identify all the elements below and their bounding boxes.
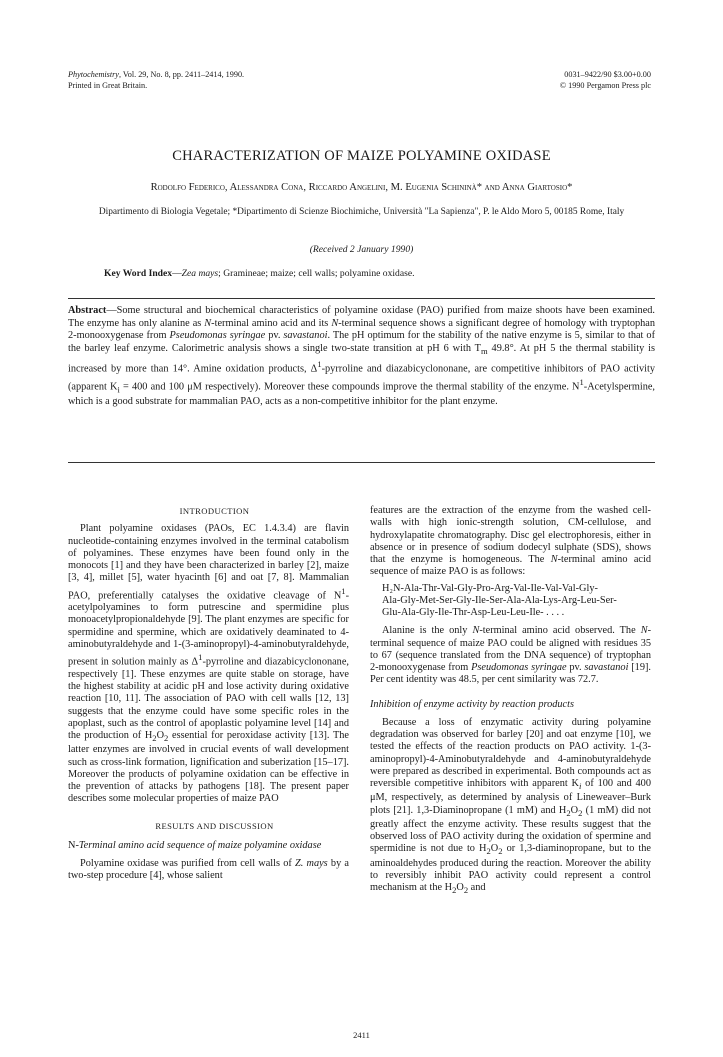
intro-text: -pyrroline and diazabicyclononane, respectively [1]. These enzymes are quite stable on storage, have the highest stability at acidic pH and lose activity during oxidative reaction [10, 11]. The association of PAO with cell walls [12, 13] suggests that the enzyme could have some specific roles in the apoplast, such as the control of apoplastic polyamine level [14] and the production of H xyxy=(68,656,349,742)
sequence-line-3: Glu-Ala-Gly-Ile-Thr-Asp-Leu-Leu-Ile- . . . . xyxy=(382,607,565,618)
copyright: © 1990 Pergamon Press plc xyxy=(559,80,651,90)
abstract-text: -terminal amino acid and its xyxy=(211,317,332,329)
subsection-title: -Terminal amino acid sequence of maize polyamine oxidase xyxy=(75,839,322,851)
abstract-text: -terminal sequence shows a significant degree of homology with tryptophan 2-monooxygenase from xyxy=(68,317,656,342)
continuation-paragraph xyxy=(370,505,651,579)
right-column xyxy=(370,505,651,896)
alanine-text: -terminal amino acid observed. The xyxy=(479,625,641,637)
sequence-line-1: H₂N-Ala-Thr-Val-Gly-Pro-Arg-Val-Ile-Val-Val-Gly- xyxy=(382,582,598,594)
abstract-superscript: 1 xyxy=(579,376,584,387)
page-number: 2411 xyxy=(353,1030,370,1040)
abstract-top-rule xyxy=(68,298,655,299)
affiliation: Dipartimento di Biologia Vegetale; *Dipartimento di Scienze Biochimiche, Università "La Sapienza", P. le Aldo Moro 5, 00185 Rome, Italy xyxy=(98,207,625,217)
abstract-species: Pseudomonas syringae xyxy=(169,330,266,342)
alanine-paragraph xyxy=(370,625,651,686)
intro-subscript: 2 xyxy=(164,733,169,744)
keyword-index xyxy=(104,268,415,279)
keyword-label: Key Word Index xyxy=(104,268,173,279)
abstract-pathovar: savastanoi xyxy=(283,330,328,342)
author-list: Rodolfo Federico, Alessandra Cona, Riccardo Angelini, M. Eugenia Schininà* and Anna Giartosio* xyxy=(150,182,573,193)
purification-paragraph xyxy=(68,858,349,883)
subsection-heading-inhibition: Inhibition of enzyme activity by reaction products xyxy=(370,698,574,710)
continuation-text: features are the extraction of the enzyme from the washed cell-walls with high ionic-strength solution, CM-cellulose, and hydroxylapatite chromatography. Disc gel electrophoresis, either in absence or in presence of sodium dodecyl sulphate (SDS), shows that the enzyme is homogeneous. The xyxy=(370,505,651,565)
keyword-species: Zea mays xyxy=(181,268,219,279)
inhibition-subscript: 2 xyxy=(463,885,469,896)
abstract-dash: — xyxy=(106,305,117,316)
alanine-text: pv. xyxy=(566,662,585,673)
inhibition-subscript: 2 xyxy=(566,807,571,818)
inhibition-text: or 1,3-diaminopropane, but to the aminoaldehydes produced during the reaction. Moreover the ability to reversibly inhibit PAO activity could represent a control mechanism at the H xyxy=(370,843,652,894)
abstract-text: -pyrroline and diazabicyclononane, are competitive inhibitors of PAO activity (apparent K xyxy=(68,363,655,393)
sequence-line-2: Ala-Gly-Met-Ser-Gly-Ile-Ser-Ala-Ala-Lys-Arg-Leu-Ser- xyxy=(382,594,617,606)
subsection-n: N xyxy=(68,839,76,851)
intro-subscript: 2 xyxy=(152,733,157,744)
inhibition-paragraph: Because a loss of enzymatic activity during polyamine degradation was observed for barley [20] and oat enzyme [10], we tested the effects of the reaction products on PAO activity. 1-(3-aminopropyl)-4-Aminobutyraldehyde and 4-aminobutyraldehyde were prepared as described in experimental. Both compounds act as reversible competitive inhibitors with apparent $K_i$ of 100 and 400 μM, respectively, as determined by analysis of Lineweaver–Burk plots [21]. 1,3-Diaminopropane (1 mM) and $H_2O_2$ (1 mM) did not greatly affect the enzyme activity. These results suggest that the observed loss of PAO activity during the oxidation of spermine and spermidine is not due to $H_2O_2$ or 1,3-diaminopropane, but to the aminoaldehydes produced during the reaction. Moreover the ability to reversibly inhibit PAO activity could represent a control mechanism at the $H_2O_2$ and xyxy=(370,716,652,896)
abstract xyxy=(68,305,655,409)
received-date: (Received 2 January 1990) xyxy=(309,244,414,255)
inhibition-subscript: 2 xyxy=(452,885,457,896)
alanine-text: -terminal sequence of maize PAO could be aligned with residues 35 to 67 (sequence translated from the DNA sequence) of tryptophan 2-monooxygenase from xyxy=(370,625,651,673)
keyword-terms: ; Gramineae; maize; cell walls; polyamine oxidase. xyxy=(218,268,415,279)
inhibition-text: and xyxy=(468,882,486,894)
purification-text: by a two-step procedure [4], whose salient xyxy=(68,858,349,882)
issn-price: 0031–9422/90 $3.00+0.00 xyxy=(564,70,651,79)
abstract-bottom-rule xyxy=(68,462,655,463)
abstract-superscript: 1 xyxy=(317,358,322,369)
abstract-text: 49.8°. At pH 5 the thermal stability is increased by more than 14°. Amine oxidation products, Δ xyxy=(68,343,655,375)
purification-text: Polyamine oxidase was purified from cell walls of xyxy=(80,858,296,870)
abstract-text: pv. xyxy=(265,330,284,342)
abstract-subscript: i xyxy=(117,384,120,395)
alanine-species: Pseudomonas syringae xyxy=(471,662,567,673)
abstract-text: = 400 and 100 μM respectively). Moreover these compounds improve the thermal stability of the enzyme. N xyxy=(119,381,580,393)
introduction-heading: INTRODUCTION xyxy=(179,506,250,516)
journal-name: Phytochemistry xyxy=(68,70,119,79)
continuation-text: -terminal amino acid sequence of maize PAO is as follows: xyxy=(370,554,651,578)
keyword-dash: — xyxy=(172,268,182,279)
intro-superscript: 1 xyxy=(198,652,203,663)
inhibition-subscript: 2 xyxy=(486,846,491,857)
alanine-italic-n: N xyxy=(640,625,648,637)
alanine-text: [19]. Per cent identity was 48.5, per cent similarity was 72.7. xyxy=(370,662,651,686)
inhibition-subscript: 2 xyxy=(498,846,503,857)
abstract-italic-n: N xyxy=(204,317,212,329)
printed-in: Printed in Great Britain. xyxy=(68,80,148,90)
intro-text: Plant polyamine oxidases (PAOs, EC 1.4.3.4) are flavin nucleotide-containing enzymes involved in the terminal catabolism of polyamines. These enzymes have been found only in the monocots [1] and they have been characterized in barley [2], maize [3, 4], millet [5], water hyacinth [6] and oat [7, 8]. Mammalian PAO, preferentially catalyses the oxidative cleavage of N xyxy=(68,523,349,601)
subsection-heading-sequence xyxy=(68,840,349,852)
introduction-paragraph: Plant polyamine oxidases (PAOs, EC 1.4.3.4) are flavin nucleotide-containing enzymes involved in the terminal catabolism of polyamines. These enzymes have been found only in the monocots [1] and they have been characterized in barley [2], maize [3, 4], millet [5], water hyacinth [6] and oat [7, 8]. Mammalian PAO, preferentially catalyses the oxidative cleavage of $N^1$-acetylpolyamines to form putrescine and spermidine plus monoacetylpropionaldehyde [9]. The plant enzymes are specific for spermidine and spermine, which are oxidatively deaminated to 4-aminobutyraldehyde and 1-(3-aminopropyl)-4-aminobutyraldehyde, present in solution mainly as $\Delta^1$-pyrroline and diazabicyclononane, respectively [1]. These enzymes are quite stable on storage, have the highest stability at acidic pH and lose activity during oxidative reaction [10, 11]. The association of PAO with cell walls [12, 13] suggests that the enzyme could have some specific roles in the apoplast, such as the control of apoplastic polyamine level [14] and the production of $H_2O_2$ essential for peroxidase activity [13]. The latter enzymes are involved in crucial events of wall development such as cross-link formation, lignification and suberization [15–17]. Moreover the products of polyamine oxidation can be effective in the prevention of attacks by pathogens [18]. The present paper describes some molecular properties of maize PAO xyxy=(68,523,349,805)
abstract-text: . The pH optimum for the stability of the native enzyme is 5, similar to that of the barley leaf enzyme. Calorimetric analysis shows a single two-state transition at pH 6 with T xyxy=(68,330,655,355)
intro-text: -acetylpolyamines to form putrescine and spermidine plus monoacetylpropionaldehyde [9]. The plant enzymes are specific for spermidine and spermine, which are oxidatively deaminated to 4-aminobutyraldehyde and 1-(3-aminopropyl)-4-aminobutyraldehyde, present in solution mainly as Δ xyxy=(68,589,349,668)
inhibition-subscript: i xyxy=(578,781,582,792)
abstract-subscript: m xyxy=(480,346,488,357)
inhibition-text: (1 mM) did not greatly affect the enzyme activity. These results suggest that the observed loss of PAO activity during the oxidation of spermine and spermidine is not due to H xyxy=(370,804,651,855)
journal-header-right xyxy=(560,70,651,91)
inhibition-subscript: 2 xyxy=(578,807,583,818)
alanine-italic-n: N xyxy=(472,625,480,637)
inhibition-text: Because a loss of enzymatic activity during polyamine degradation was observed for barley [20] and oat enzyme [10], we tested the effects of the reaction products on PAO activity. 1-(3-aminopropyl)-4-Aminobutyraldehyde and 4-aminobutyraldehyde were prepared as described in experimental. Both compounds act as reversible competitive inhibitors with apparent K xyxy=(370,716,651,789)
abstract-text: Some structural and biochemical characteristics of polyamine oxidase (PAO) purified from maize shoots have been examined. The enzyme has only alanine as xyxy=(68,305,655,329)
intro-superscript: 1 xyxy=(341,585,346,596)
intro-text: essential for peroxidase activity [13]. The latter enzymes are involved in crucial events of wall development such as cross-link formation, lignification and suberization [15–17]. Moreover the products of polyamine oxidation can be effective in the prevention of attacks by pathogens [18]. The present paper describes some molecular properties of maize PAO xyxy=(68,730,349,805)
alanine-pathovar: savastanoi xyxy=(584,662,629,673)
left-column xyxy=(68,505,349,883)
alanine-text: Alanine is the only xyxy=(382,625,473,637)
journal-header-left xyxy=(68,70,244,91)
inhibition-text: of 100 and 400 μM, respectively, as determined by analysis of Lineweaver–Burk plots [21]. 1,3-Diaminopropane (1 mM) and H xyxy=(370,778,651,816)
purification-species: Z. mays xyxy=(295,858,328,870)
continuation-italic-n: N xyxy=(550,554,558,565)
journal-citation: , Vol. 29, No. 8, pp. 2411–2414, 1990. xyxy=(118,70,245,79)
article-title: CHARACTERIZATION OF MAIZE POLYAMINE OXIDASE xyxy=(172,148,551,164)
abstract-italic-n: N xyxy=(331,317,339,329)
abstract-label: Abstract xyxy=(68,305,107,316)
results-heading: RESULTS AND DISCUSSION xyxy=(155,820,274,831)
abstract-text: -Acetylspermine, which is a good substrate for mammalian PAO, acts as a non-competitive inhibitor for the plant enzyme. xyxy=(68,381,655,408)
